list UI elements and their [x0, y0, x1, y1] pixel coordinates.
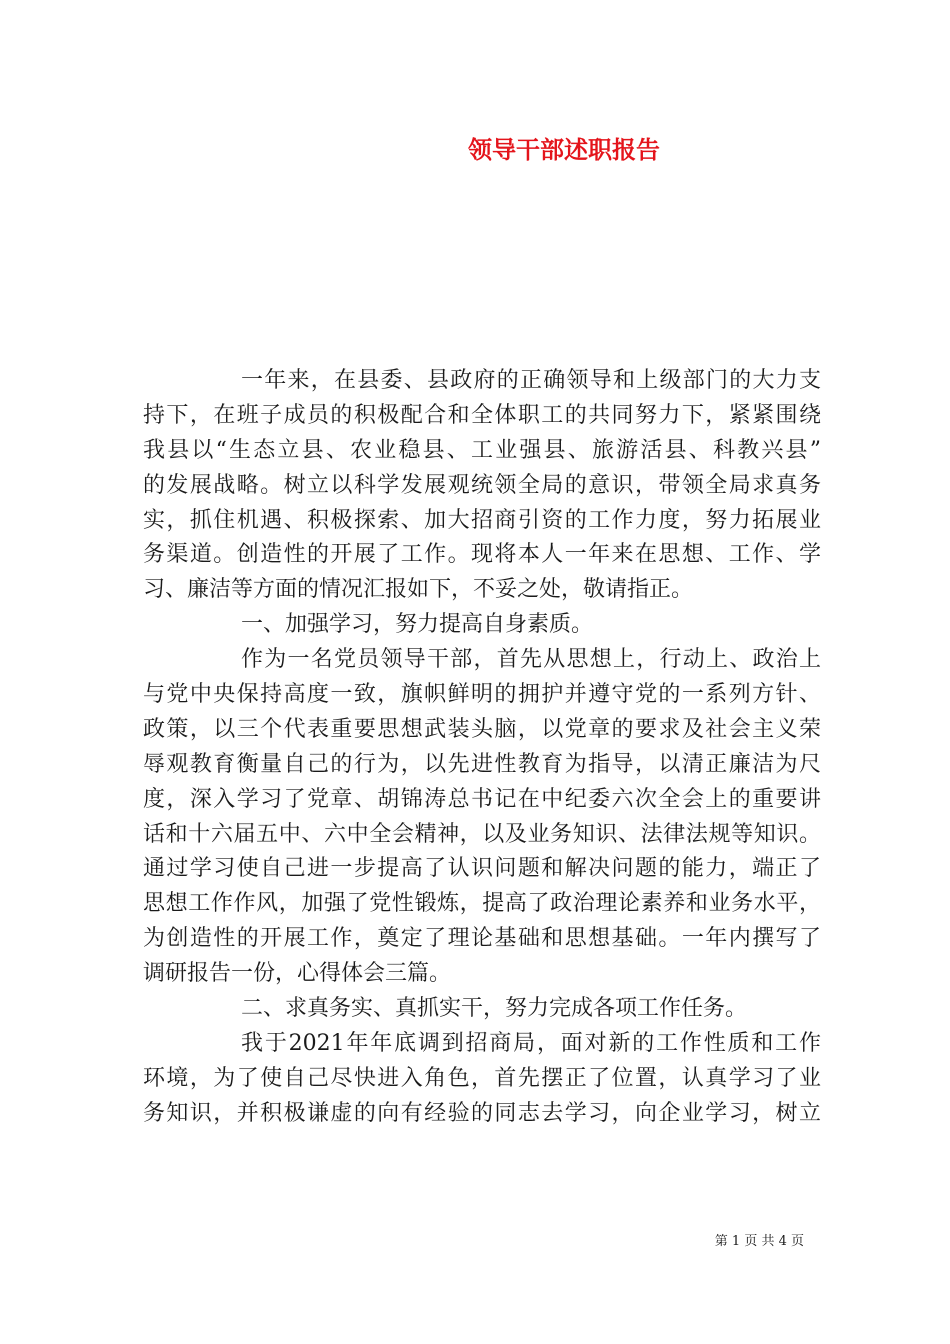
paragraph-line: 作为一名党员领导干部，首先从思想上，行动上、政治上 [241, 647, 821, 673]
paragraph-line: 我县以“生态立县、农业稳县、工业强县、旅游活县、科教兴县” [143, 437, 821, 463]
page-number-footer: 第 1 页 共 4 页 [714, 1234, 804, 1249]
paragraph-line: 务渠道。创造性的开展了工作。现将本人一年来在思想、工作、学 [143, 542, 821, 568]
paragraph-line: 持下，在班子成员的积极配合和全体职工的共同努力下，紧紧围绕 [143, 402, 821, 428]
paragraph-line: 辱观教育衡量自己的行为，以先进性教育为指导，以清正廉洁为尺 [143, 751, 821, 777]
paragraph-line: 实，抓住机遇、积极探索、加大招商引资的工作力度，努力拓展业 [143, 507, 821, 533]
paragraph-line: 我于2021年年底调到招商局，面对新的工作性质和工作 [241, 1030, 821, 1056]
paragraph-line: 的发展战略。树立以科学发展观统领全局的意识，带领全局求真务 [143, 472, 821, 498]
document-title: 领导干部述职报告 [468, 135, 660, 164]
paragraph-line: 务知识，并积极谦虚的向有经验的同志去学习，向企业学习，树立 [143, 1100, 821, 1126]
paragraph-line: 度，深入学习了党章、胡锦涛总书记在中纪委六次全会上的重要讲 [143, 786, 821, 812]
section-heading: 二、求真务实、真抓实干，努力完成各项工作任务。 [241, 996, 748, 1022]
paragraph-line: 通过学习使自己进一步提高了认识问题和解决问题的能力，端正了 [143, 856, 821, 882]
paragraph-line: 调研报告一份，心得体会三篇。 [143, 961, 452, 987]
paragraph-line: 一年来，在县委、县政府的正确领导和上级部门的大力支 [241, 368, 821, 393]
paragraph-line: 思想工作作风，加强了党性锻炼，提高了政治理论素养和业务水平， [143, 891, 821, 917]
paragraph-line: 环境，为了使自己尽快进入角色，首先摆正了位置，认真学习了业 [143, 1065, 821, 1091]
paragraph-line: 与党中央保持高度一致，旗帜鲜明的拥护并遵守党的一系列方针、 [143, 682, 821, 708]
paragraph-line: 政策，以三个代表重要思想武装头脑，以党章的要求及社会主义荣 [143, 716, 821, 742]
document-body [143, 364, 821, 1132]
paragraph-line: 习、廉洁等方面的情况汇报如下，不妥之处，敬请指正。 [143, 577, 694, 603]
section-heading: 一、加强学习，努力提高自身素质。 [241, 612, 594, 638]
paragraph-line: 为创造性的开展工作，奠定了理论基础和思想基础。一年内撰写了 [143, 926, 821, 952]
paragraph-line: 话和十六届五中、六中全会精神，以及业务知识、法律法规等知识。 [143, 821, 821, 847]
